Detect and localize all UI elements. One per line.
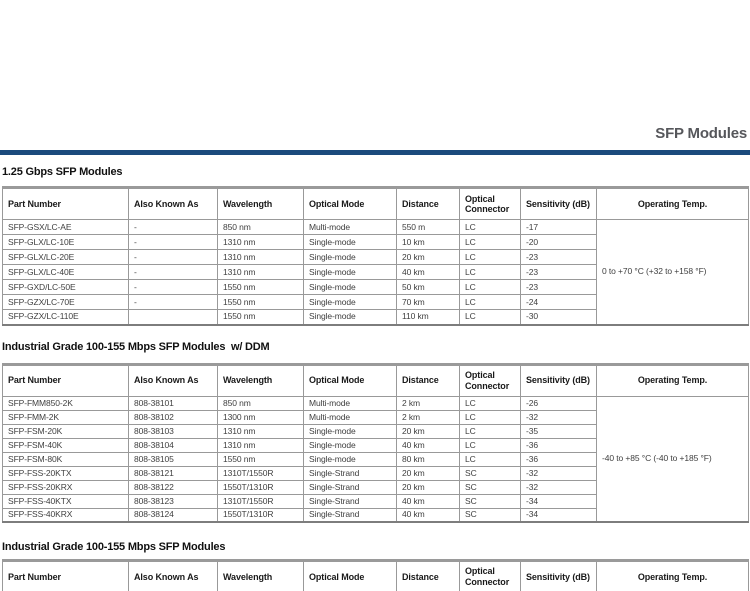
table-cell: 1550 nm xyxy=(218,280,304,295)
table-cell: Single-mode xyxy=(304,438,397,452)
table-cell: LC xyxy=(460,220,521,235)
column-header: Also Known As xyxy=(129,561,218,591)
table-cell: SFP-FSS-40KTX xyxy=(3,494,129,508)
table-cell: -17 xyxy=(521,220,597,235)
table-cell: LC xyxy=(460,235,521,250)
table-cell: Single-mode xyxy=(304,452,397,466)
table-cell: 110 km xyxy=(397,310,460,325)
table-cell: 40 km xyxy=(397,265,460,280)
table-cell: 50 km xyxy=(397,280,460,295)
table-cell: Single-mode xyxy=(304,265,397,280)
table-cell: 808-38124 xyxy=(129,508,218,522)
column-header: Wavelength xyxy=(218,561,304,591)
table-cell: - xyxy=(129,235,218,250)
table-cell: LC xyxy=(460,295,521,310)
table-cell: -32 xyxy=(521,480,597,494)
table-cell: SC xyxy=(460,466,521,480)
table-cell: 20 km xyxy=(397,424,460,438)
table-cell: Multi-mode xyxy=(304,410,397,424)
column-header: Optical Connector xyxy=(460,364,521,396)
table-cell: Single-Strand xyxy=(304,508,397,522)
sfp-table-industrial xyxy=(2,559,749,591)
table-cell: - xyxy=(129,250,218,265)
table-header-row xyxy=(3,188,749,220)
table-cell: 1310T/1550R xyxy=(218,466,304,480)
table-cell: SFP-FSM-80K xyxy=(3,452,129,466)
table-header-row xyxy=(3,561,749,591)
table-cell: Single-mode xyxy=(304,295,397,310)
table-header-row xyxy=(3,364,749,396)
table-cell: - xyxy=(129,220,218,235)
table-cell: 40 km xyxy=(397,438,460,452)
header-rule xyxy=(0,150,750,155)
table-cell: 1310 nm xyxy=(218,235,304,250)
column-header: Optical Mode xyxy=(304,364,397,396)
table-cell: 1310 nm xyxy=(218,424,304,438)
table-cell: Multi-mode xyxy=(304,396,397,410)
table-cell: LC xyxy=(460,438,521,452)
table-cell: 1310 nm xyxy=(218,250,304,265)
table-row xyxy=(3,220,749,235)
table-cell: SC xyxy=(460,494,521,508)
table-cell: SC xyxy=(460,480,521,494)
section-heading-industrial: Industrial Grade 100-155 Mbps SFP Modules xyxy=(2,541,226,553)
table-cell: - xyxy=(129,265,218,280)
table-cell: SFP-FSS-20KRX xyxy=(3,480,129,494)
table-cell: 20 km xyxy=(397,466,460,480)
table-cell: LC xyxy=(460,410,521,424)
column-header: Optical Mode xyxy=(304,561,397,591)
table-cell: 40 km xyxy=(397,494,460,508)
section-heading-industrial-ddm: Industrial Grade 100-155 Mbps SFP Modules w/ DDM xyxy=(2,340,270,353)
column-header: Optical Connector xyxy=(460,561,521,591)
table-cell: LC xyxy=(460,250,521,265)
column-header: Sensitivity (dB) xyxy=(521,188,597,220)
table-cell: 2 km xyxy=(397,410,460,424)
operating-temp-cell: 0 to +70 °C (+32 to +158 °F) xyxy=(597,220,749,325)
table-cell: SFP-FSM-40K xyxy=(3,438,129,452)
table-cell: -34 xyxy=(521,494,597,508)
table-cell: 1550 nm xyxy=(218,452,304,466)
table-cell: SFP-GLX/LC-10E xyxy=(3,235,129,250)
table-cell: LC xyxy=(460,396,521,410)
table-cell: 808-38104 xyxy=(129,438,218,452)
column-header: Optical Connector xyxy=(460,188,521,220)
table-cell: 808-38103 xyxy=(129,424,218,438)
column-header: Operating Temp. xyxy=(597,364,749,396)
column-header: Distance xyxy=(397,188,460,220)
table-cell: 850 nm xyxy=(218,396,304,410)
section-heading-1-25-gbps: 1.25 Gbps SFP Modules xyxy=(2,166,123,178)
table-cell: SFP-FMM850-2K xyxy=(3,396,129,410)
table-cell: SFP-FMM-2K xyxy=(3,410,129,424)
table-cell: 1550T/1310R xyxy=(218,508,304,522)
table-cell: LC xyxy=(460,310,521,325)
sfp-table-1-25-gbps xyxy=(2,186,749,326)
table-cell: -30 xyxy=(521,310,597,325)
column-header: Also Known As xyxy=(129,188,218,220)
table-cell: -26 xyxy=(521,396,597,410)
column-header: Sensitivity (dB) xyxy=(521,364,597,396)
column-header: Part Number xyxy=(3,188,129,220)
table-cell: SFP-GSX/LC-AE xyxy=(3,220,129,235)
table-row xyxy=(3,396,749,410)
table-cell: 1550 nm xyxy=(218,295,304,310)
table-cell: Single-Strand xyxy=(304,480,397,494)
page-title: SFP Modules xyxy=(655,125,747,142)
table-cell: SFP-GLX/LC-20E xyxy=(3,250,129,265)
table-cell: SFP-GZX/LC-110E xyxy=(3,310,129,325)
column-header: Wavelength xyxy=(218,188,304,220)
table-cell: -32 xyxy=(521,466,597,480)
table-cell: 808-38123 xyxy=(129,494,218,508)
table-cell: -32 xyxy=(521,410,597,424)
table-cell: -36 xyxy=(521,452,597,466)
column-header: Sensitivity (dB) xyxy=(521,561,597,591)
table-cell: SFP-GXD/LC-50E xyxy=(3,280,129,295)
table-cell: 808-38102 xyxy=(129,410,218,424)
table-cell: 1310 nm xyxy=(218,438,304,452)
column-header: Part Number xyxy=(3,364,129,396)
table-cell: -34 xyxy=(521,508,597,522)
table-cell: Single-Strand xyxy=(304,494,397,508)
table-cell: SC xyxy=(460,508,521,522)
table-cell: Single-mode xyxy=(304,280,397,295)
table-cell: LC xyxy=(460,265,521,280)
table-cell: Multi-mode xyxy=(304,220,397,235)
table-cell: LC xyxy=(460,452,521,466)
table-cell: 1310T/1550R xyxy=(218,494,304,508)
table-cell: 20 km xyxy=(397,480,460,494)
table-cell: 850 nm xyxy=(218,220,304,235)
table-cell: Single-mode xyxy=(304,310,397,325)
table-cell: LC xyxy=(460,280,521,295)
column-header: Operating Temp. xyxy=(597,188,749,220)
table-cell: LC xyxy=(460,424,521,438)
table-cell: 808-38101 xyxy=(129,396,218,410)
table-cell: 10 km xyxy=(397,235,460,250)
table-cell: SFP-GLX/LC-40E xyxy=(3,265,129,280)
table-cell: SFP-GZX/LC-70E xyxy=(3,295,129,310)
table-cell: -35 xyxy=(521,424,597,438)
table-cell: 20 km xyxy=(397,250,460,265)
table-cell: Single-Strand xyxy=(304,466,397,480)
table-cell: SFP-FSM-20K xyxy=(3,424,129,438)
table-cell: - xyxy=(129,295,218,310)
table-cell: 1550 nm xyxy=(218,310,304,325)
table-cell: 550 m xyxy=(397,220,460,235)
table-cell: 40 km xyxy=(397,508,460,522)
table-cell: -23 xyxy=(521,265,597,280)
table-cell: 808-38122 xyxy=(129,480,218,494)
table-cell: Single-mode xyxy=(304,424,397,438)
table-cell: -20 xyxy=(521,235,597,250)
table-cell: - xyxy=(129,280,218,295)
table-cell: -23 xyxy=(521,280,597,295)
column-header: Optical Mode xyxy=(304,188,397,220)
column-header: Part Number xyxy=(3,561,129,591)
table-cell: SFP-FSS-40KRX xyxy=(3,508,129,522)
column-header: Distance xyxy=(397,561,460,591)
sfp-table-industrial-ddm xyxy=(2,363,749,524)
table-cell: 1310 nm xyxy=(218,265,304,280)
table-cell: 1550T/1310R xyxy=(218,480,304,494)
table-cell: 70 km xyxy=(397,295,460,310)
table-cell xyxy=(129,310,218,325)
table-cell: -23 xyxy=(521,250,597,265)
operating-temp-cell: -40 to +85 °C (-40 to +185 °F) xyxy=(597,396,749,522)
table-cell: 80 km xyxy=(397,452,460,466)
table-cell: 808-38121 xyxy=(129,466,218,480)
table-cell: 808-38105 xyxy=(129,452,218,466)
table-cell: -36 xyxy=(521,438,597,452)
column-header: Operating Temp. xyxy=(597,561,749,591)
table-cell: -24 xyxy=(521,295,597,310)
table-cell: 2 km xyxy=(397,396,460,410)
column-header: Wavelength xyxy=(218,364,304,396)
column-header: Distance xyxy=(397,364,460,396)
table-cell: Single-mode xyxy=(304,250,397,265)
table-cell: SFP-FSS-20KTX xyxy=(3,466,129,480)
column-header: Also Known As xyxy=(129,364,218,396)
table-cell: 1300 nm xyxy=(218,410,304,424)
table-cell: Single-mode xyxy=(304,235,397,250)
